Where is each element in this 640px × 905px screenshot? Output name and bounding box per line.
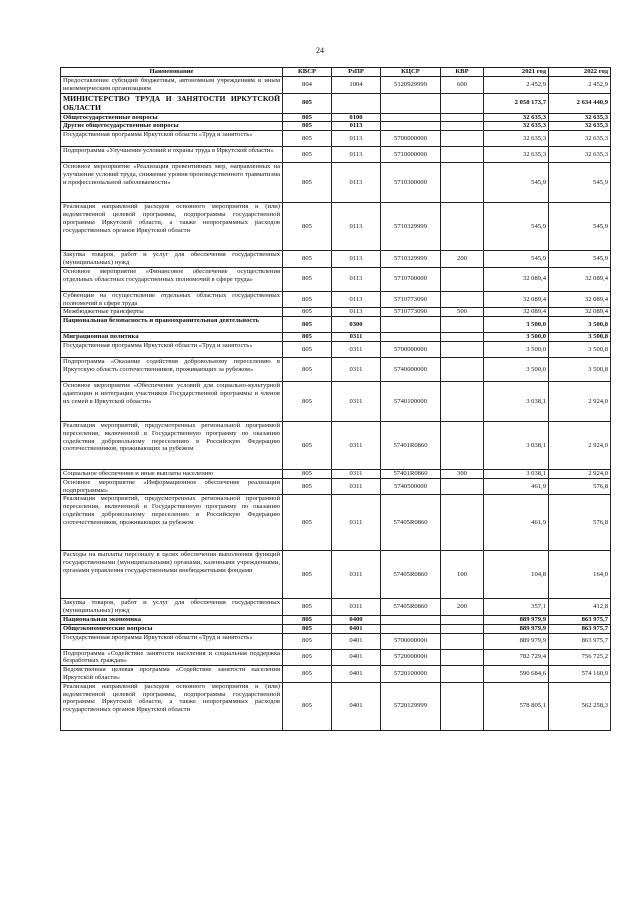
table-row — [61, 615, 611, 624]
cell-kvsr: 805 — [283, 421, 332, 469]
cell-2021: 782 729,4 — [484, 649, 549, 666]
cell-2022: 576,8 — [549, 495, 611, 551]
cell-kcsr: 57401R0860 — [381, 469, 441, 478]
table-row — [61, 147, 611, 163]
cell-2021: 32 635,3 — [484, 131, 549, 147]
cell-kvsr: 805 — [283, 147, 332, 163]
cell-rzpr: 0113 — [332, 163, 381, 203]
cell-rzpr: 0311 — [332, 421, 381, 469]
header-kvr: КВР — [441, 68, 484, 77]
cell-rzpr: 0113 — [332, 131, 381, 147]
cell-kcsr: 5700000000 — [381, 341, 441, 357]
table-row — [61, 469, 611, 478]
cell-2021: 545,9 — [484, 251, 549, 268]
cell-kvr — [441, 267, 484, 291]
cell-rzpr: 0311 — [332, 381, 381, 421]
cell-kvsr: 805 — [283, 615, 332, 624]
cell-kvr — [441, 495, 484, 551]
cell-name: Основное мероприятие «Финансовое обеспечение осуществления отдельных областных государственных полномочий в сфере труда» — [61, 267, 283, 291]
cell-kvsr: 805 — [283, 131, 332, 147]
cell-kcsr: 5740500000 — [381, 478, 441, 495]
table-row — [61, 551, 611, 599]
table-row — [61, 633, 611, 649]
budget-table — [60, 67, 611, 731]
cell-kvr — [441, 93, 484, 113]
cell-name: Миграционная политика — [61, 333, 283, 342]
cell-2022: 32 089,4 — [549, 267, 611, 291]
cell-kvr — [441, 421, 484, 469]
cell-rzpr: 0311 — [332, 478, 381, 495]
table-row — [61, 113, 611, 122]
cell-rzpr: 0311 — [332, 495, 381, 551]
cell-kvsr: 805 — [283, 624, 332, 633]
cell-kvr: 200 — [441, 251, 484, 268]
cell-kvr — [441, 147, 484, 163]
cell-name: Подпрограмма «Улучшение условий и охраны труда в Иркутской области» — [61, 147, 283, 163]
table-row — [61, 599, 611, 616]
table-row — [61, 131, 611, 147]
cell-kcsr: 5710329999 — [381, 203, 441, 251]
cell-kvsr: 805 — [283, 649, 332, 666]
cell-kvsr: 805 — [283, 341, 332, 357]
cell-2022: 412,8 — [549, 599, 611, 616]
cell-name: Ведомственная целевая программа «Содействие занятости населения Иркутской области» — [61, 666, 283, 683]
cell-kcsr: 5710329999 — [381, 251, 441, 268]
cell-kvsr: 805 — [283, 333, 332, 342]
cell-name: Основное мероприятие «Информационное обеспечение реализации подпрограммы» — [61, 478, 283, 495]
cell-kvr: 500 — [441, 308, 484, 317]
cell-name: Государственная программа Иркутской области «Труд и занятость» — [61, 633, 283, 649]
cell-name: Подпрограмма «Содействие занятости населения и социальная поддержка безработных граждан» — [61, 649, 283, 666]
cell-rzpr: 0113 — [332, 308, 381, 317]
cell-name: Предоставление субсидий бюджетным, автономным учреждениям и иным некоммерческим организациям — [61, 77, 283, 94]
cell-kcsr — [381, 93, 441, 113]
cell-kcsr: 57401R0860 — [381, 421, 441, 469]
table-row — [61, 381, 611, 421]
header-kcsr: КЦСР — [381, 68, 441, 77]
cell-2021: 889 979,9 — [484, 615, 549, 624]
cell-kvsr: 805 — [283, 633, 332, 649]
cell-kcsr: 5710700000 — [381, 267, 441, 291]
cell-kvr — [441, 633, 484, 649]
cell-name: Межбюджетные трансферты — [61, 308, 283, 317]
cell-2022: 32 635,3 — [549, 131, 611, 147]
cell-kvr — [441, 666, 484, 683]
cell-kvsr: 805 — [283, 469, 332, 478]
cell-kvr — [441, 624, 484, 633]
cell-2021: 3 500,0 — [484, 341, 549, 357]
cell-2021: 545,9 — [484, 163, 549, 203]
cell-2022: 576,8 — [549, 478, 611, 495]
cell-2022: 545,9 — [549, 203, 611, 251]
cell-kvr — [441, 131, 484, 147]
cell-name: Национальная экономика — [61, 615, 283, 624]
cell-kcsr: 5710000000 — [381, 147, 441, 163]
cell-name: Национальная безопасность и правоохранительная деятельность — [61, 317, 283, 333]
cell-kvr — [441, 357, 484, 381]
cell-name: Закупка товаров, работ и услуг для обеспечения государственных (муниципальных) нужд — [61, 251, 283, 268]
header-rzpr: РзПР — [332, 68, 381, 77]
cell-kcsr: 5710300000 — [381, 163, 441, 203]
cell-kvsr: 805 — [283, 381, 332, 421]
cell-rzpr: 0100 — [332, 113, 381, 122]
cell-2021: 3 500,0 — [484, 357, 549, 381]
cell-name: Подпрограмма «Оказание содействия добровольному переселению в Иркутскую область соотечественников, проживающих за рубежом» — [61, 357, 283, 381]
cell-2022: 32 089,4 — [549, 308, 611, 317]
cell-kvsr: 805 — [283, 599, 332, 616]
header-2021: 2021 год — [484, 68, 549, 77]
cell-2022: 3 500,8 — [549, 317, 611, 333]
cell-kcsr: 5720129999 — [381, 682, 441, 730]
cell-kcsr: 57405R0860 — [381, 495, 441, 551]
cell-2021: 32 089,4 — [484, 291, 549, 308]
cell-2022: 562 258,3 — [549, 682, 611, 730]
cell-kcsr: 57405R0860 — [381, 551, 441, 599]
cell-kvr — [441, 341, 484, 357]
cell-kvsr: 805 — [283, 203, 332, 251]
cell-name: Общеэкономические вопросы — [61, 624, 283, 633]
cell-kcsr — [381, 317, 441, 333]
cell-kvsr: 805 — [283, 113, 332, 122]
cell-kcsr — [381, 624, 441, 633]
cell-kcsr: 5740000000 — [381, 357, 441, 381]
table-row — [61, 77, 611, 94]
cell-2022: 3 500,8 — [549, 357, 611, 381]
cell-kvr — [441, 122, 484, 131]
table-row — [61, 251, 611, 268]
cell-2022: 32 089,4 — [549, 291, 611, 308]
cell-kcsr: 5120929999 — [381, 77, 441, 94]
cell-kvsr: 805 — [283, 666, 332, 683]
cell-kvr: 300 — [441, 469, 484, 478]
cell-2021: 578 805,1 — [484, 682, 549, 730]
cell-name: Реализация направлений расходов основного мероприятия и (или) ведомственной целевой программы, подпрограммы государственной программы Иркутской области, а также непрограммных расходов государственных органов Иркутской области — [61, 203, 283, 251]
cell-kvsr: 805 — [283, 291, 332, 308]
cell-rzpr: 0113 — [332, 267, 381, 291]
cell-kcsr: 5700000000 — [381, 633, 441, 649]
cell-rzpr: 1004 — [332, 77, 381, 94]
cell-kvr: 600 — [441, 77, 484, 94]
cell-kcsr: 5710773090 — [381, 291, 441, 308]
cell-name: Другие общегосударственные вопросы — [61, 122, 283, 131]
cell-2022: 863 975,7 — [549, 633, 611, 649]
cell-rzpr: 0311 — [332, 341, 381, 357]
cell-rzpr: 0311 — [332, 551, 381, 599]
header-kvsr: КВСР — [283, 68, 332, 77]
cell-2022: 3 500,8 — [549, 341, 611, 357]
cell-rzpr: 0311 — [332, 357, 381, 381]
cell-2022: 164,0 — [549, 551, 611, 599]
cell-rzpr: 0401 — [332, 633, 381, 649]
table-row — [61, 478, 611, 495]
cell-name: Государственная программа Иркутской области «Труд и занятость» — [61, 341, 283, 357]
cell-2021: 3 038,1 — [484, 381, 549, 421]
cell-kcsr: 5710773090 — [381, 308, 441, 317]
cell-rzpr: 0311 — [332, 599, 381, 616]
cell-kvsr: 804 — [283, 77, 332, 94]
cell-kvr — [441, 113, 484, 122]
cell-kcsr: 5740100000 — [381, 381, 441, 421]
cell-2022: 545,9 — [549, 163, 611, 203]
cell-kvr — [441, 333, 484, 342]
cell-2021: 3 500,0 — [484, 317, 549, 333]
table-body — [61, 77, 611, 731]
cell-kvsr: 805 — [283, 495, 332, 551]
cell-rzpr: 0113 — [332, 122, 381, 131]
page-number: 24 — [316, 46, 324, 55]
cell-kvr — [441, 317, 484, 333]
table-row — [61, 624, 611, 633]
cell-kvr — [441, 682, 484, 730]
cell-rzpr: 0113 — [332, 291, 381, 308]
cell-rzpr: 0113 — [332, 251, 381, 268]
table-row — [61, 291, 611, 308]
cell-kvsr: 805 — [283, 251, 332, 268]
cell-rzpr: 0400 — [332, 615, 381, 624]
cell-2022: 32 635,3 — [549, 147, 611, 163]
cell-kvr — [441, 615, 484, 624]
cell-rzpr — [332, 93, 381, 113]
cell-rzpr: 0401 — [332, 666, 381, 683]
cell-name: Реализация направлений расходов основного мероприятия и (или) ведомственной целевой программы, подпрограммы государственной программы Иркутской области, а также непрограммных расходов государственных органов Иркутской области — [61, 682, 283, 730]
table-row — [61, 122, 611, 131]
cell-rzpr: 0113 — [332, 203, 381, 251]
cell-kcsr: 5720100000 — [381, 666, 441, 683]
table-row — [61, 267, 611, 291]
table-header-row — [61, 68, 611, 77]
cell-2021: 3 038,1 — [484, 421, 549, 469]
header-2022: 2022 год — [549, 68, 611, 77]
cell-2021: 461,9 — [484, 478, 549, 495]
cell-2021: 2 058 173,7 — [484, 93, 549, 113]
cell-2021: 32 635,3 — [484, 147, 549, 163]
cell-name: МИНИСТЕРСТВО ТРУДА И ЗАНЯТОСТИ ИРКУТСКОЙ ОБЛАСТИ — [61, 93, 283, 113]
cell-kvr — [441, 649, 484, 666]
cell-name: Реализация мероприятий, предусмотренных региональной программой переселения, включенной в Государственную программу по оказанию содействия добровольному переселению в Российскую Федерацию соотечественников, проживающих за рубежом — [61, 495, 283, 551]
cell-rzpr: 0311 — [332, 469, 381, 478]
cell-2022: 756 725,2 — [549, 649, 611, 666]
cell-kcsr — [381, 615, 441, 624]
cell-kvsr: 805 — [283, 163, 332, 203]
cell-kcsr — [381, 113, 441, 122]
cell-rzpr: 0311 — [332, 333, 381, 342]
table-row — [61, 93, 611, 113]
cell-kvr — [441, 203, 484, 251]
table-row — [61, 163, 611, 203]
table-row — [61, 203, 611, 251]
cell-name: Государственная программа Иркутской области «Труд и занятость» — [61, 131, 283, 147]
cell-2022: 3 500,8 — [549, 333, 611, 342]
cell-kvsr: 805 — [283, 478, 332, 495]
cell-rzpr: 0401 — [332, 624, 381, 633]
cell-2021: 357,1 — [484, 599, 549, 616]
table-row — [61, 666, 611, 683]
table-row — [61, 495, 611, 551]
cell-2021: 104,8 — [484, 551, 549, 599]
cell-rzpr: 0300 — [332, 317, 381, 333]
table-row — [61, 317, 611, 333]
cell-kvsr: 805 — [283, 308, 332, 317]
cell-name: Общегосударственные вопросы — [61, 113, 283, 122]
table-row — [61, 421, 611, 469]
cell-2021: 889 979,9 — [484, 633, 549, 649]
cell-2021: 32 635,3 — [484, 113, 549, 122]
cell-kvsr: 805 — [283, 317, 332, 333]
cell-2022: 545,9 — [549, 251, 611, 268]
cell-2022: 2 924,0 — [549, 469, 611, 478]
cell-2021: 889 979,9 — [484, 624, 549, 633]
cell-2022: 2 924,0 — [549, 421, 611, 469]
cell-name: Закупка товаров, работ и услуг для обеспечения государственных (муниципальных) нужд — [61, 599, 283, 616]
cell-rzpr: 0401 — [332, 682, 381, 730]
cell-kvr: 100 — [441, 551, 484, 599]
cell-2021: 32 089,4 — [484, 267, 549, 291]
cell-2022: 863 975,7 — [549, 624, 611, 633]
cell-name: Основное мероприятие «Реализация превентивных мер, направленных на улучшение условий труда, снижение уровня производственного травматизма и профессиональной заболеваемости» — [61, 163, 283, 203]
cell-kvsr: 805 — [283, 93, 332, 113]
cell-kvsr: 805 — [283, 122, 332, 131]
cell-kvsr: 805 — [283, 551, 332, 599]
cell-name: Реализация мероприятий, предусмотренных региональной программой переселения, включенной в Государственную программу по оказанию содействия добровольному переселению в Российскую Федерацию соотечественников, проживающих за рубежом — [61, 421, 283, 469]
header-name: Наименование — [61, 68, 283, 77]
cell-kvr — [441, 291, 484, 308]
cell-2022: 2 452,9 — [549, 77, 611, 94]
cell-kvsr: 805 — [283, 267, 332, 291]
cell-name: Основное мероприятие «Обеспечение условий для социально-культурной адаптации и интеграции участников Государственной программы и членов их семей в Иркутской области» — [61, 381, 283, 421]
cell-kcsr: 5720000000 — [381, 649, 441, 666]
cell-2022: 2 634 440,9 — [549, 93, 611, 113]
cell-2021: 32 089,4 — [484, 308, 549, 317]
cell-kvsr: 805 — [283, 357, 332, 381]
cell-2022: 574 160,9 — [549, 666, 611, 683]
cell-2021: 545,9 — [484, 203, 549, 251]
cell-kvr: 200 — [441, 599, 484, 616]
cell-kvr — [441, 478, 484, 495]
cell-name: Социальное обеспечение и иные выплаты населению — [61, 469, 283, 478]
table-row — [61, 341, 611, 357]
cell-name: Расходы на выплаты персоналу в целях обеспечения выполнения функций государственными (муниципальными) органами, казенными учреждениями, органами управления государственными внебюджетными фондами — [61, 551, 283, 599]
cell-rzpr: 0401 — [332, 649, 381, 666]
cell-2021: 590 684,6 — [484, 666, 549, 683]
cell-kvsr: 805 — [283, 682, 332, 730]
table-row — [61, 682, 611, 730]
cell-kcsr: 57405R0860 — [381, 599, 441, 616]
cell-2022: 32 635,3 — [549, 113, 611, 122]
table-row — [61, 649, 611, 666]
table-row — [61, 308, 611, 317]
cell-2021: 461,9 — [484, 495, 549, 551]
cell-kvr — [441, 163, 484, 203]
cell-kcsr: 5700000000 — [381, 131, 441, 147]
table-row — [61, 333, 611, 342]
cell-2021: 2 452,9 — [484, 77, 549, 94]
cell-kvr — [441, 381, 484, 421]
cell-kcsr — [381, 122, 441, 131]
cell-name: Субвенции на осуществление отдельных областных государственных полномочий в сфере труда — [61, 291, 283, 308]
cell-2021: 3 500,0 — [484, 333, 549, 342]
cell-kcsr — [381, 333, 441, 342]
cell-2021: 3 038,1 — [484, 469, 549, 478]
cell-rzpr: 0113 — [332, 147, 381, 163]
cell-2022: 863 975,7 — [549, 615, 611, 624]
cell-2022: 2 924,0 — [549, 381, 611, 421]
cell-2021: 32 635,3 — [484, 122, 549, 131]
cell-2022: 32 635,3 — [549, 122, 611, 131]
table-row — [61, 357, 611, 381]
